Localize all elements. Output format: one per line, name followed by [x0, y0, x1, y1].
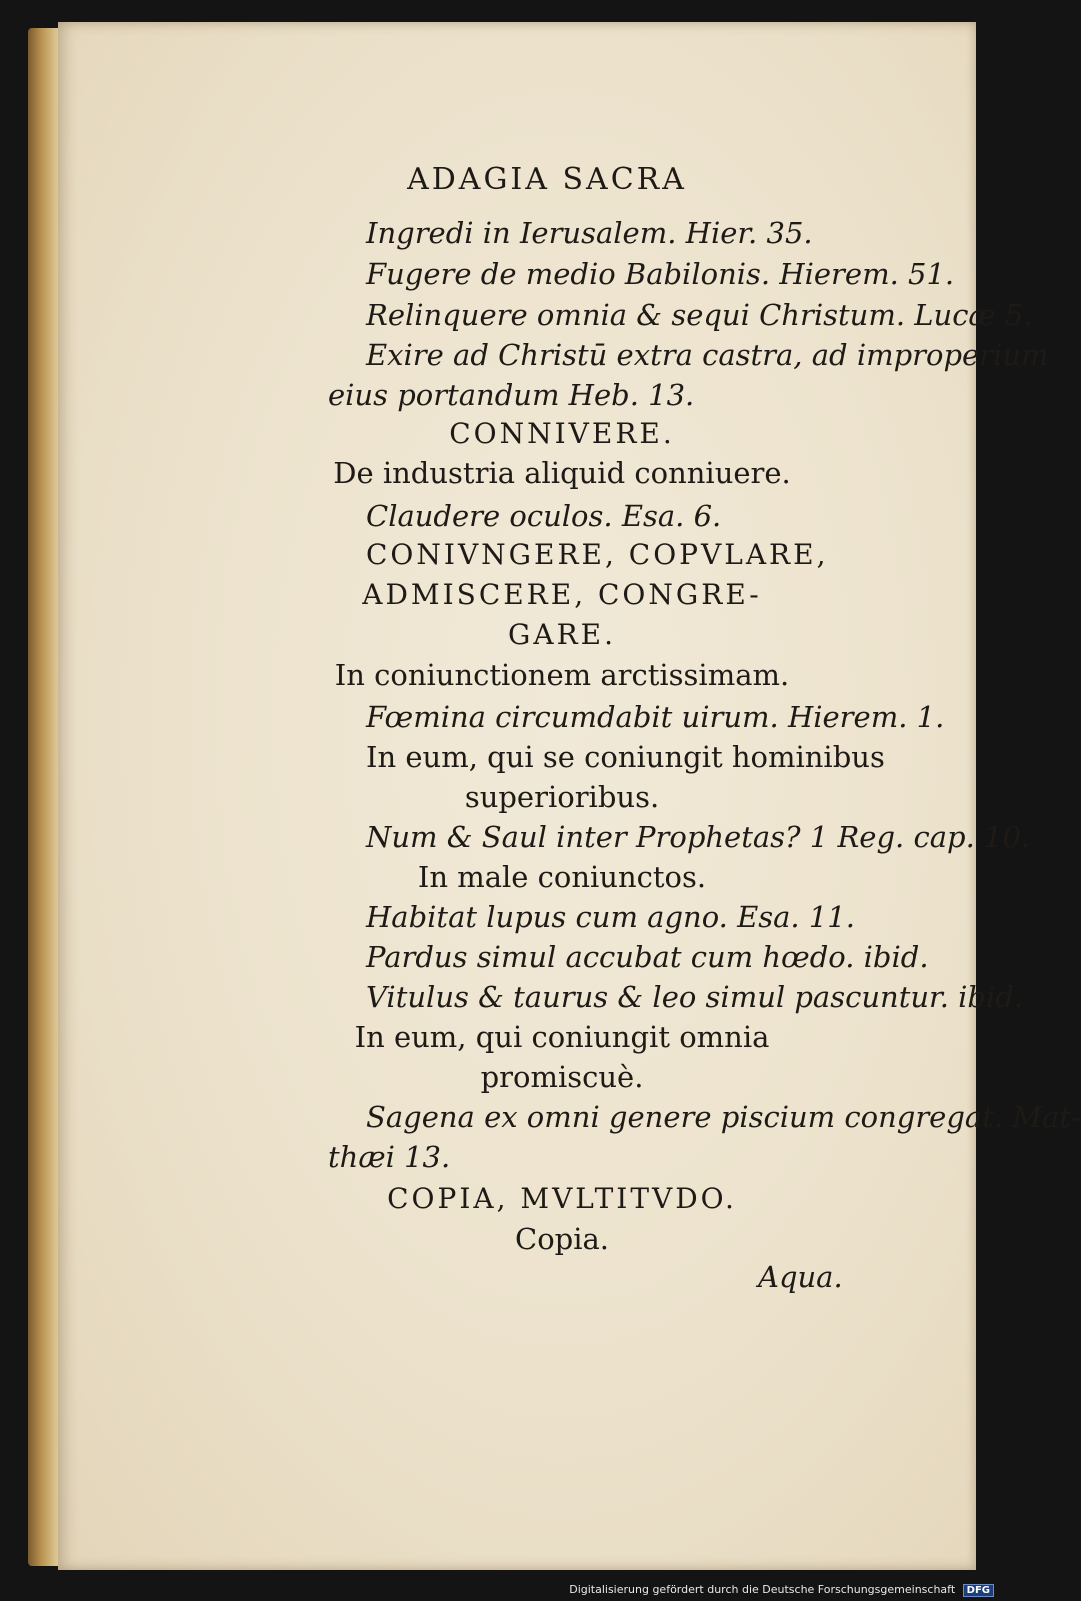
text-line: Ingredi in Ierusalem. Hier. 35. [366, 216, 813, 250]
subheading: superioribus. [464, 780, 660, 814]
section-heading: GARE. [507, 618, 616, 651]
text-line: eius portandum Heb. 13. [328, 378, 695, 412]
text-line: Fœmina circumdabit uirum. Hierem. 1. [366, 700, 945, 734]
dfg-logo-icon: DFG [963, 1584, 994, 1597]
text-line: Exire ad Christū extra castra, ad improperium [366, 338, 1049, 372]
catchword: Aqua. [758, 1260, 843, 1294]
subheading: In male coniunctos. [417, 860, 707, 894]
text-line: Claudere oculos. Esa. 6. [366, 499, 722, 533]
section-heading: ADMISCERE, CONGRE- [362, 578, 762, 611]
subheading: Copia. [515, 1222, 609, 1256]
subheading: In coniunctionem arctissimam. [334, 658, 790, 692]
text-line: Sagena ex omni genere piscium congregat. Mat- [366, 1100, 1081, 1134]
subheading: promiscuè. [480, 1060, 644, 1094]
credit-text: Digitalisierung gefördert durch die Deutsche Forschungsgemeinschaft [569, 1583, 956, 1596]
section-heading: CONNIVERE. [449, 417, 675, 450]
text-line: Relinquere omnia & sequi Christum. Lucæ 5. [366, 298, 1033, 332]
section-heading: CONIVNGERE, COPVLARE, [366, 538, 829, 571]
subheading: De industria aliquid conniuere. [333, 456, 791, 490]
text-line: Num & Saul inter Prophetas? 1 Reg. cap. 10. [366, 820, 1031, 854]
text-line: thæi 13. [328, 1140, 451, 1174]
text-line: Fugere de medio Babilonis. Hierem. 51. [366, 257, 955, 291]
text-line: Pardus simul accubat cum hœdo. ibid. [366, 940, 929, 974]
section-heading: COPIA, MVLTITVDO. [387, 1182, 737, 1215]
subheading: In eum, qui se coniungit hominibus [366, 740, 885, 774]
text-line: Vitulus & taurus & leo simul pascuntur. ibid. [366, 980, 1024, 1014]
running-head: ADAGIA SACRA [407, 162, 687, 197]
book-page [58, 22, 1081, 1570]
text-line: Habitat lupus cum agno. Esa. 11. [366, 900, 855, 934]
digitization-credit [569, 1583, 994, 1597]
subheading: In eum, qui coniungit omnia [354, 1020, 770, 1054]
